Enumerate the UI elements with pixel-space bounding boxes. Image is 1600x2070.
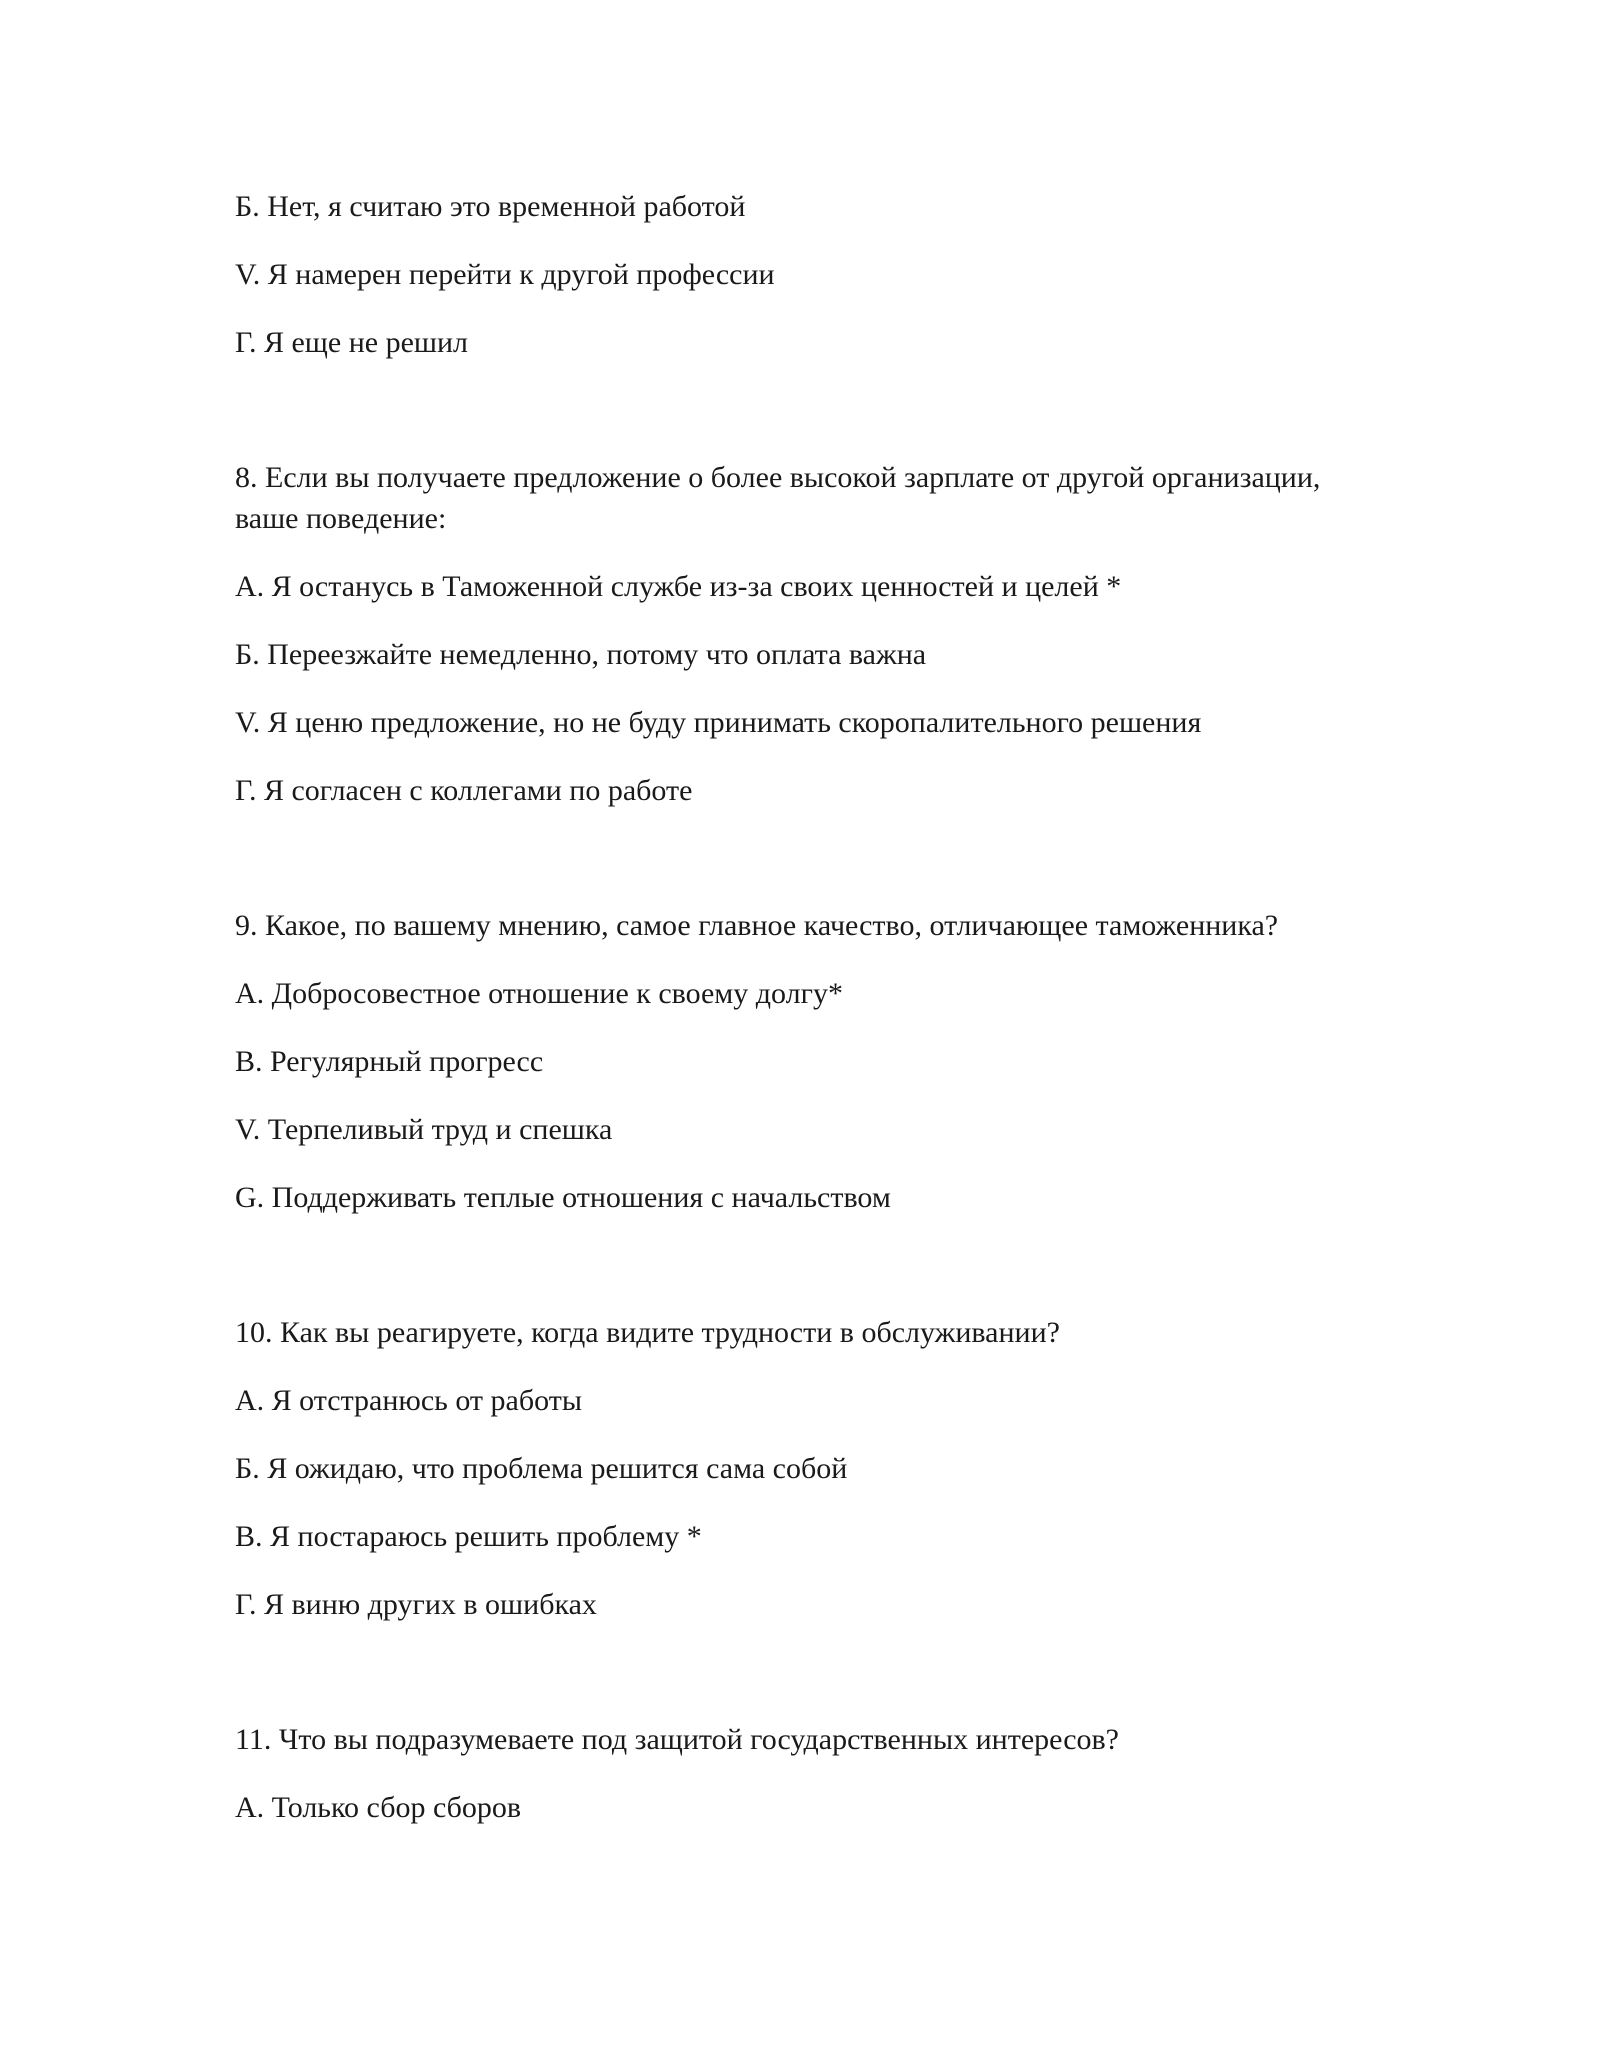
- question-block-11: [235, 1719, 1385, 1828]
- question-block-8: [235, 457, 1385, 811]
- question-block-9: [235, 905, 1385, 1218]
- answer-option: А. Только сбор сборов: [235, 1791, 522, 1824]
- answer-option: Б. Переезжайте немедленно, потому что оплата важна: [235, 638, 927, 671]
- answer-options-block: [235, 186, 1385, 363]
- answer-option: V. Терпеливый труд и спешка: [235, 1113, 613, 1146]
- answer-option: А. Добросовестное отношение к своему долгу*: [235, 977, 843, 1010]
- answer-option: А. Я отстранюсь от работы: [235, 1384, 582, 1417]
- answer-option: V. Я ценю предложение, но не буду принимать скоропалительного решения: [235, 706, 1202, 739]
- answer-option: В. Я постараюсь решить проблему *: [235, 1520, 702, 1553]
- answer-option: Б. Нет, я считаю это временной работой: [235, 190, 746, 223]
- spacer: [235, 838, 1385, 905]
- question-text: 11. Что вы подразумеваете под защитой государственных интересов?: [235, 1723, 1119, 1756]
- answer-option: Г. Я согласен с коллегами по работе: [235, 774, 693, 807]
- spacer: [235, 1245, 1385, 1312]
- question-text: 10. Как вы реагируете, когда видите трудности в обслуживании?: [235, 1316, 1060, 1349]
- answer-option: Б. Я ожидаю, что проблема решится сама собой: [235, 1452, 848, 1485]
- spacer: [235, 1652, 1385, 1719]
- answer-option: А. Я останусь в Таможенной службе из-за своих ценностей и целей *: [235, 570, 1122, 603]
- answer-option: V. Я намерен перейти к другой профессии: [235, 258, 775, 291]
- question-text: 8. Если вы получаете предложение о более высокой зарплате от другой организации, ваше поведение:: [235, 461, 1321, 535]
- question-text: 9. Какое, по вашему мнению, самое главное качество, отличающее таможенника?: [235, 909, 1279, 942]
- answer-option: В. Регулярный прогресс: [235, 1045, 544, 1078]
- answer-option: Г. Я виню других в ошибках: [235, 1588, 597, 1621]
- questionnaire-content: [235, 186, 1385, 1855]
- question-block-10: [235, 1312, 1385, 1625]
- spacer: [235, 390, 1385, 457]
- answer-option: G. Поддерживать теплые отношения с начальством: [235, 1181, 891, 1214]
- answer-option: Г. Я еще не решил: [235, 326, 469, 359]
